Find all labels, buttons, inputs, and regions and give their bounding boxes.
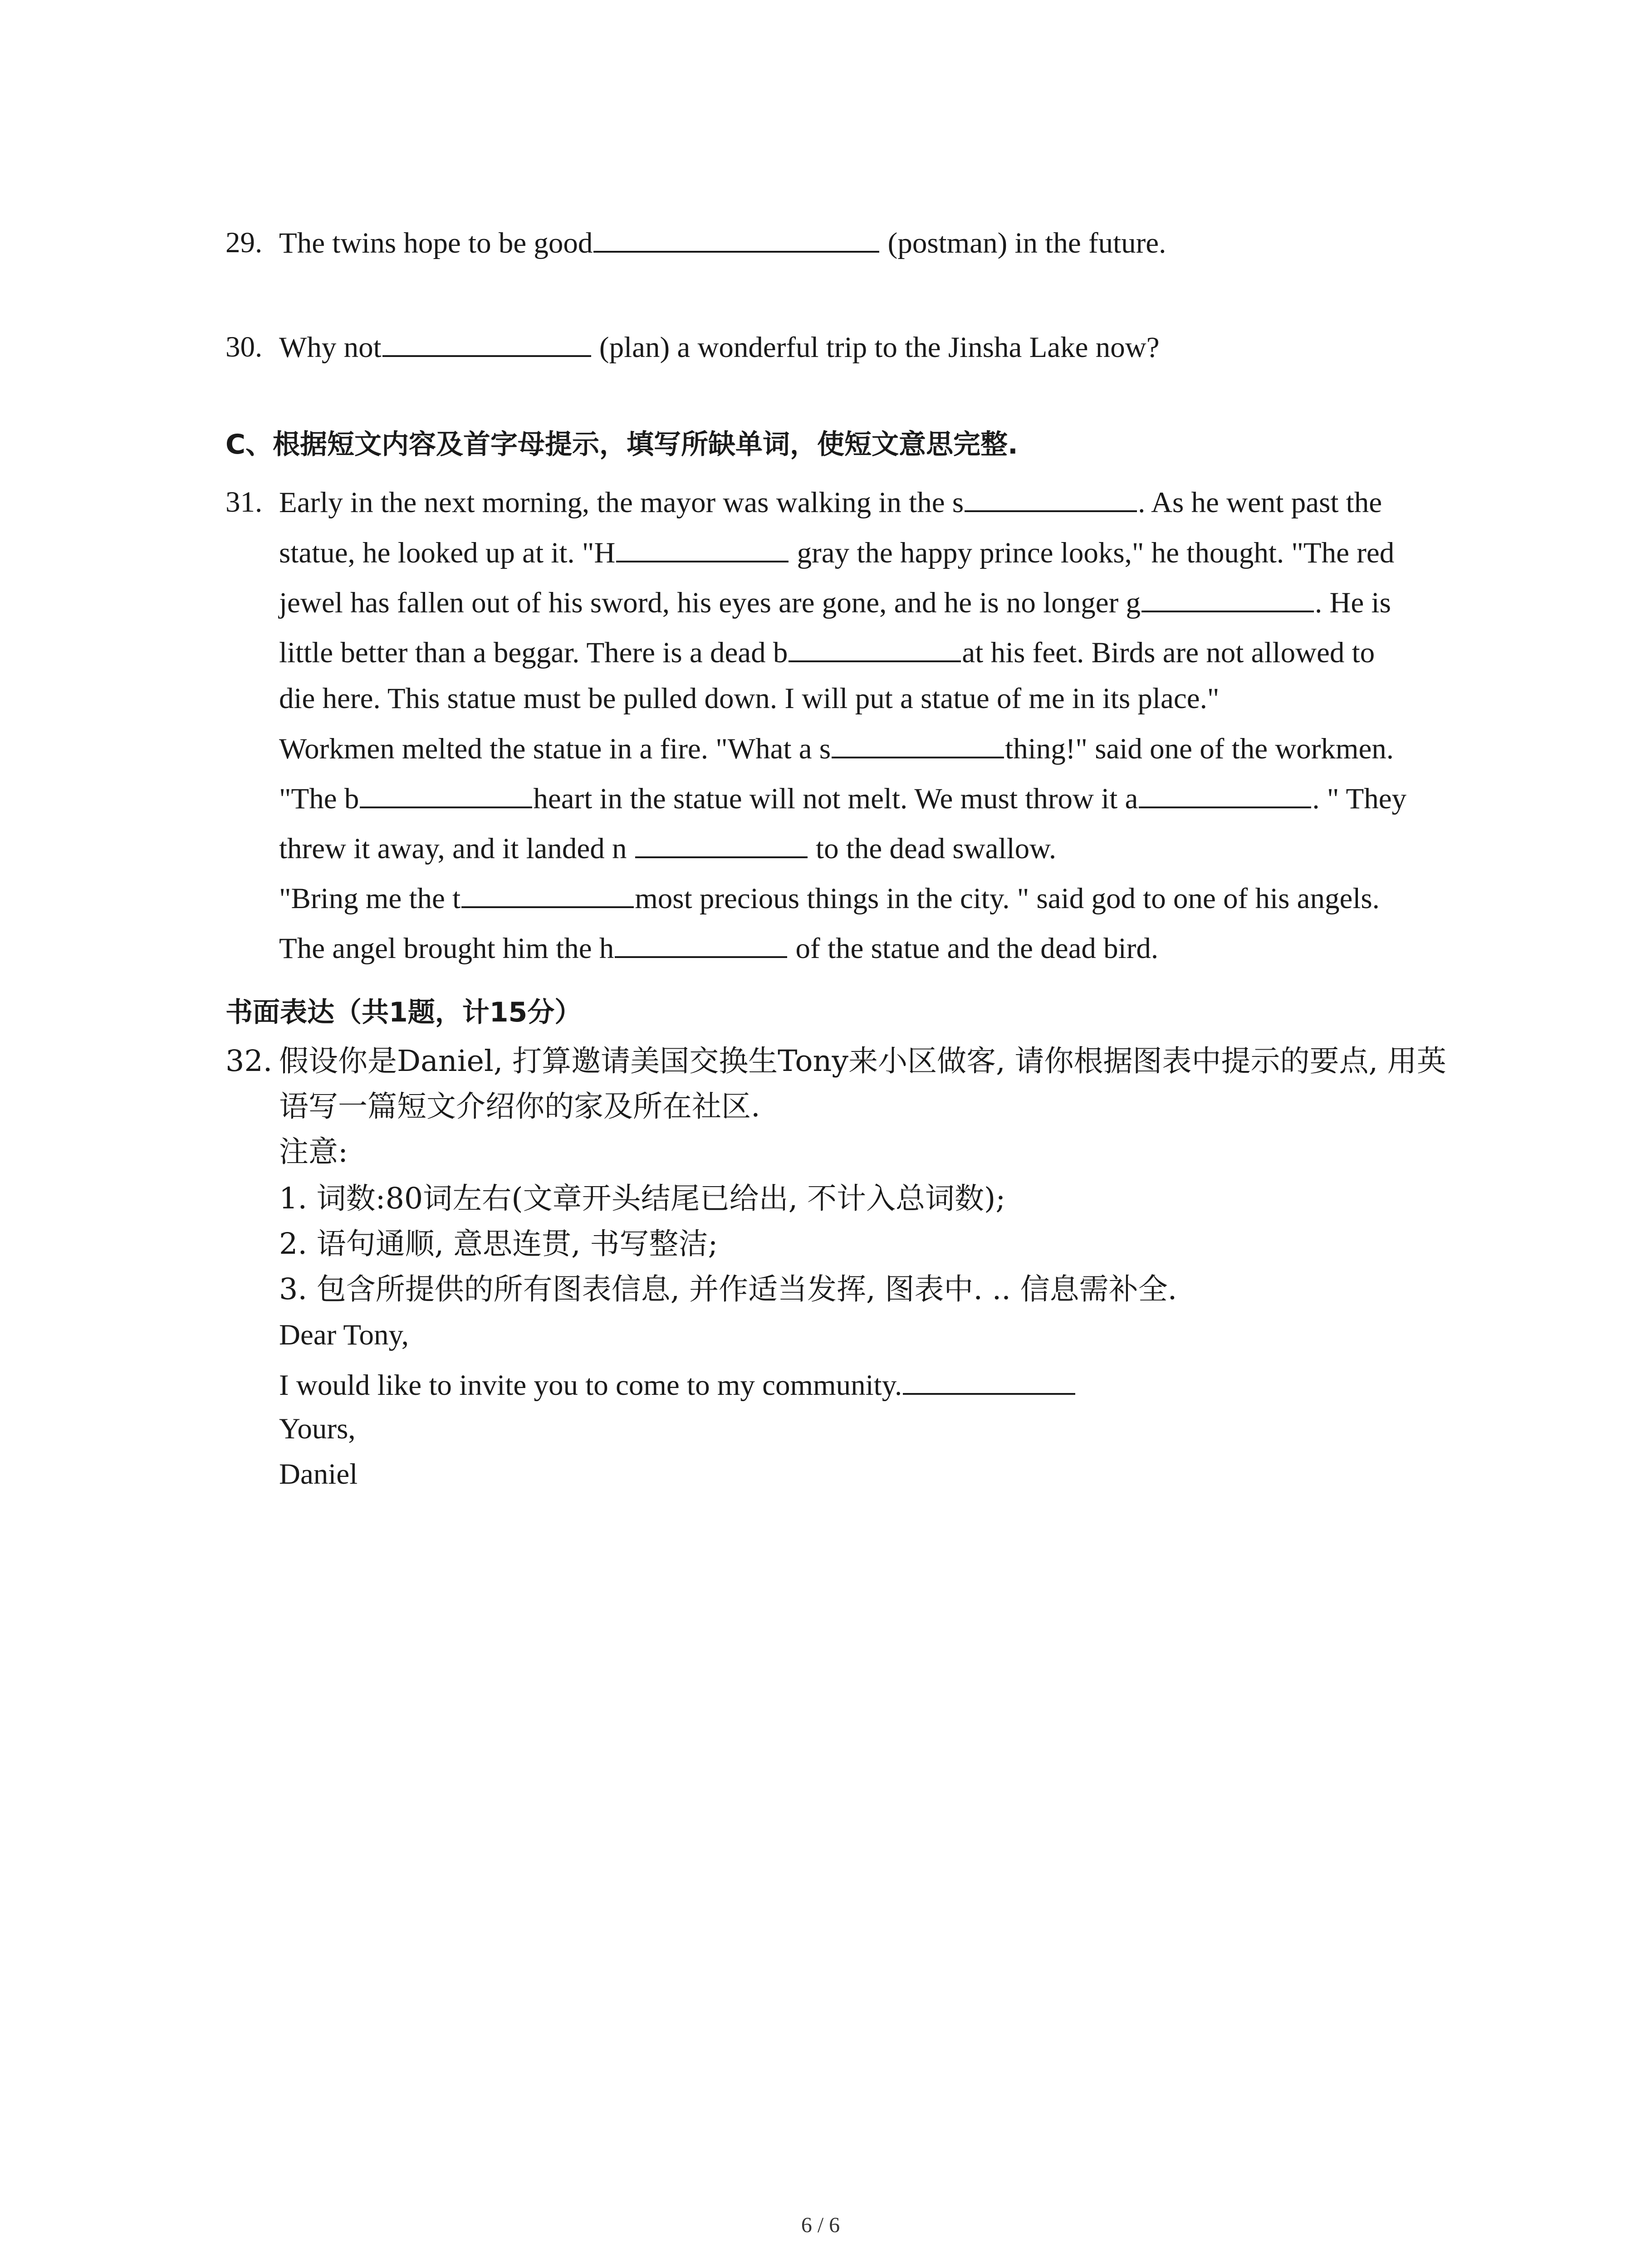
passage-text: "Bring me the t	[279, 882, 461, 915]
answer-blank[interactable]	[1141, 584, 1314, 612]
answer-blank[interactable]	[461, 880, 634, 908]
prompt-text: 语写一篇短文介绍你的家及所在社区.	[279, 1090, 760, 1124]
passage-text: . He is	[1314, 587, 1391, 619]
letter-text: Dear Tony,	[279, 1319, 409, 1351]
passage-text: most precious things in the city. " said god to one of his angels.	[635, 882, 1380, 915]
question-text: The twins hope to be good	[279, 227, 593, 259]
prompt-text: 1. 词数:80词左右(文章开头结尾已给出, 不计入总词数);	[279, 1182, 1006, 1216]
answer-blank[interactable]	[616, 534, 789, 562]
question-number: 30.	[225, 331, 263, 363]
answer-blank[interactable]	[593, 225, 879, 253]
writing-section-heading: 书面表达（共1题，计15分）	[225, 997, 582, 1028]
answer-blank[interactable]	[965, 484, 1137, 512]
passage-text: of the statue and the dead bird.	[788, 932, 1159, 965]
passage-text: . " They	[1312, 782, 1407, 815]
passage-text: The angel brought him the h	[279, 932, 614, 965]
prompt-text: 3. 包含所提供的所有图表信息, 并作适当发挥, 图表中. .. 信息需补全.	[279, 1272, 1177, 1306]
letter-text: Daniel	[279, 1458, 358, 1491]
passage-text: Early in the next morning, the mayor was walking in the s	[279, 486, 964, 519]
prompt-text: 假设你是Daniel, 打算邀请美国交换生Tony来小区做客, 请你根据图表中提示的要点, 用英	[279, 1044, 1446, 1078]
answer-blank[interactable]	[903, 1367, 1075, 1395]
answer-blank[interactable]	[615, 930, 787, 958]
question-text: (plan) a wonderful trip to the Jinsha Lake now?	[592, 331, 1160, 364]
answer-blank[interactable]	[635, 830, 808, 858]
answer-blank[interactable]	[1139, 780, 1311, 808]
passage-text: threw it away, and it landed n	[279, 832, 634, 865]
passage-text: little better than a beggar. There is a dead b	[279, 636, 788, 669]
question-number: 31.	[225, 486, 263, 518]
answer-blank[interactable]	[789, 634, 961, 662]
passage-text: jewel has fallen out of his sword, his eyes are gone, and he is no longer g	[279, 587, 1141, 619]
answer-blank[interactable]	[360, 780, 532, 808]
letter-text: Yours,	[279, 1413, 356, 1445]
prompt-text: 注意:	[279, 1135, 348, 1169]
page-number: 6 / 6	[801, 2213, 840, 2237]
letter-text: I would like to invite you to come to my community.	[279, 1369, 902, 1402]
section-c-heading: C、根据短文内容及首字母提示，填写所缺单词，使短文意思完整.	[225, 429, 1018, 460]
passage-text: gray the happy prince looks," he thought. "The red	[789, 537, 1395, 569]
question-text: (postman) in the future.	[880, 227, 1166, 259]
passage-text: heart in the statue will not melt. We must throw it a	[533, 782, 1138, 815]
passage-text: Workmen melted the statue in a fire. "What a s	[279, 733, 831, 765]
prompt-text: 2. 语句通顺, 意思连贯, 书写整洁;	[279, 1227, 718, 1261]
question-number: 32.	[225, 1044, 273, 1078]
answer-blank[interactable]	[382, 329, 591, 357]
passage-text: thing!" said one of the workmen.	[1005, 733, 1394, 765]
passage-text: . As he went past the	[1138, 486, 1382, 519]
passage-text: die here. This statue must be pulled down. I will put a statue of me in its place."	[279, 682, 1220, 715]
answer-blank[interactable]	[832, 730, 1004, 758]
passage-text: at his feet. Birds are not allowed to	[962, 636, 1375, 669]
passage-text: "The b	[279, 782, 359, 815]
passage-text: to the dead swallow.	[808, 832, 1057, 865]
question-text: Why not	[279, 331, 382, 364]
passage-text: statue, he looked up at it. "H	[279, 537, 616, 569]
question-number: 29.	[225, 226, 263, 259]
